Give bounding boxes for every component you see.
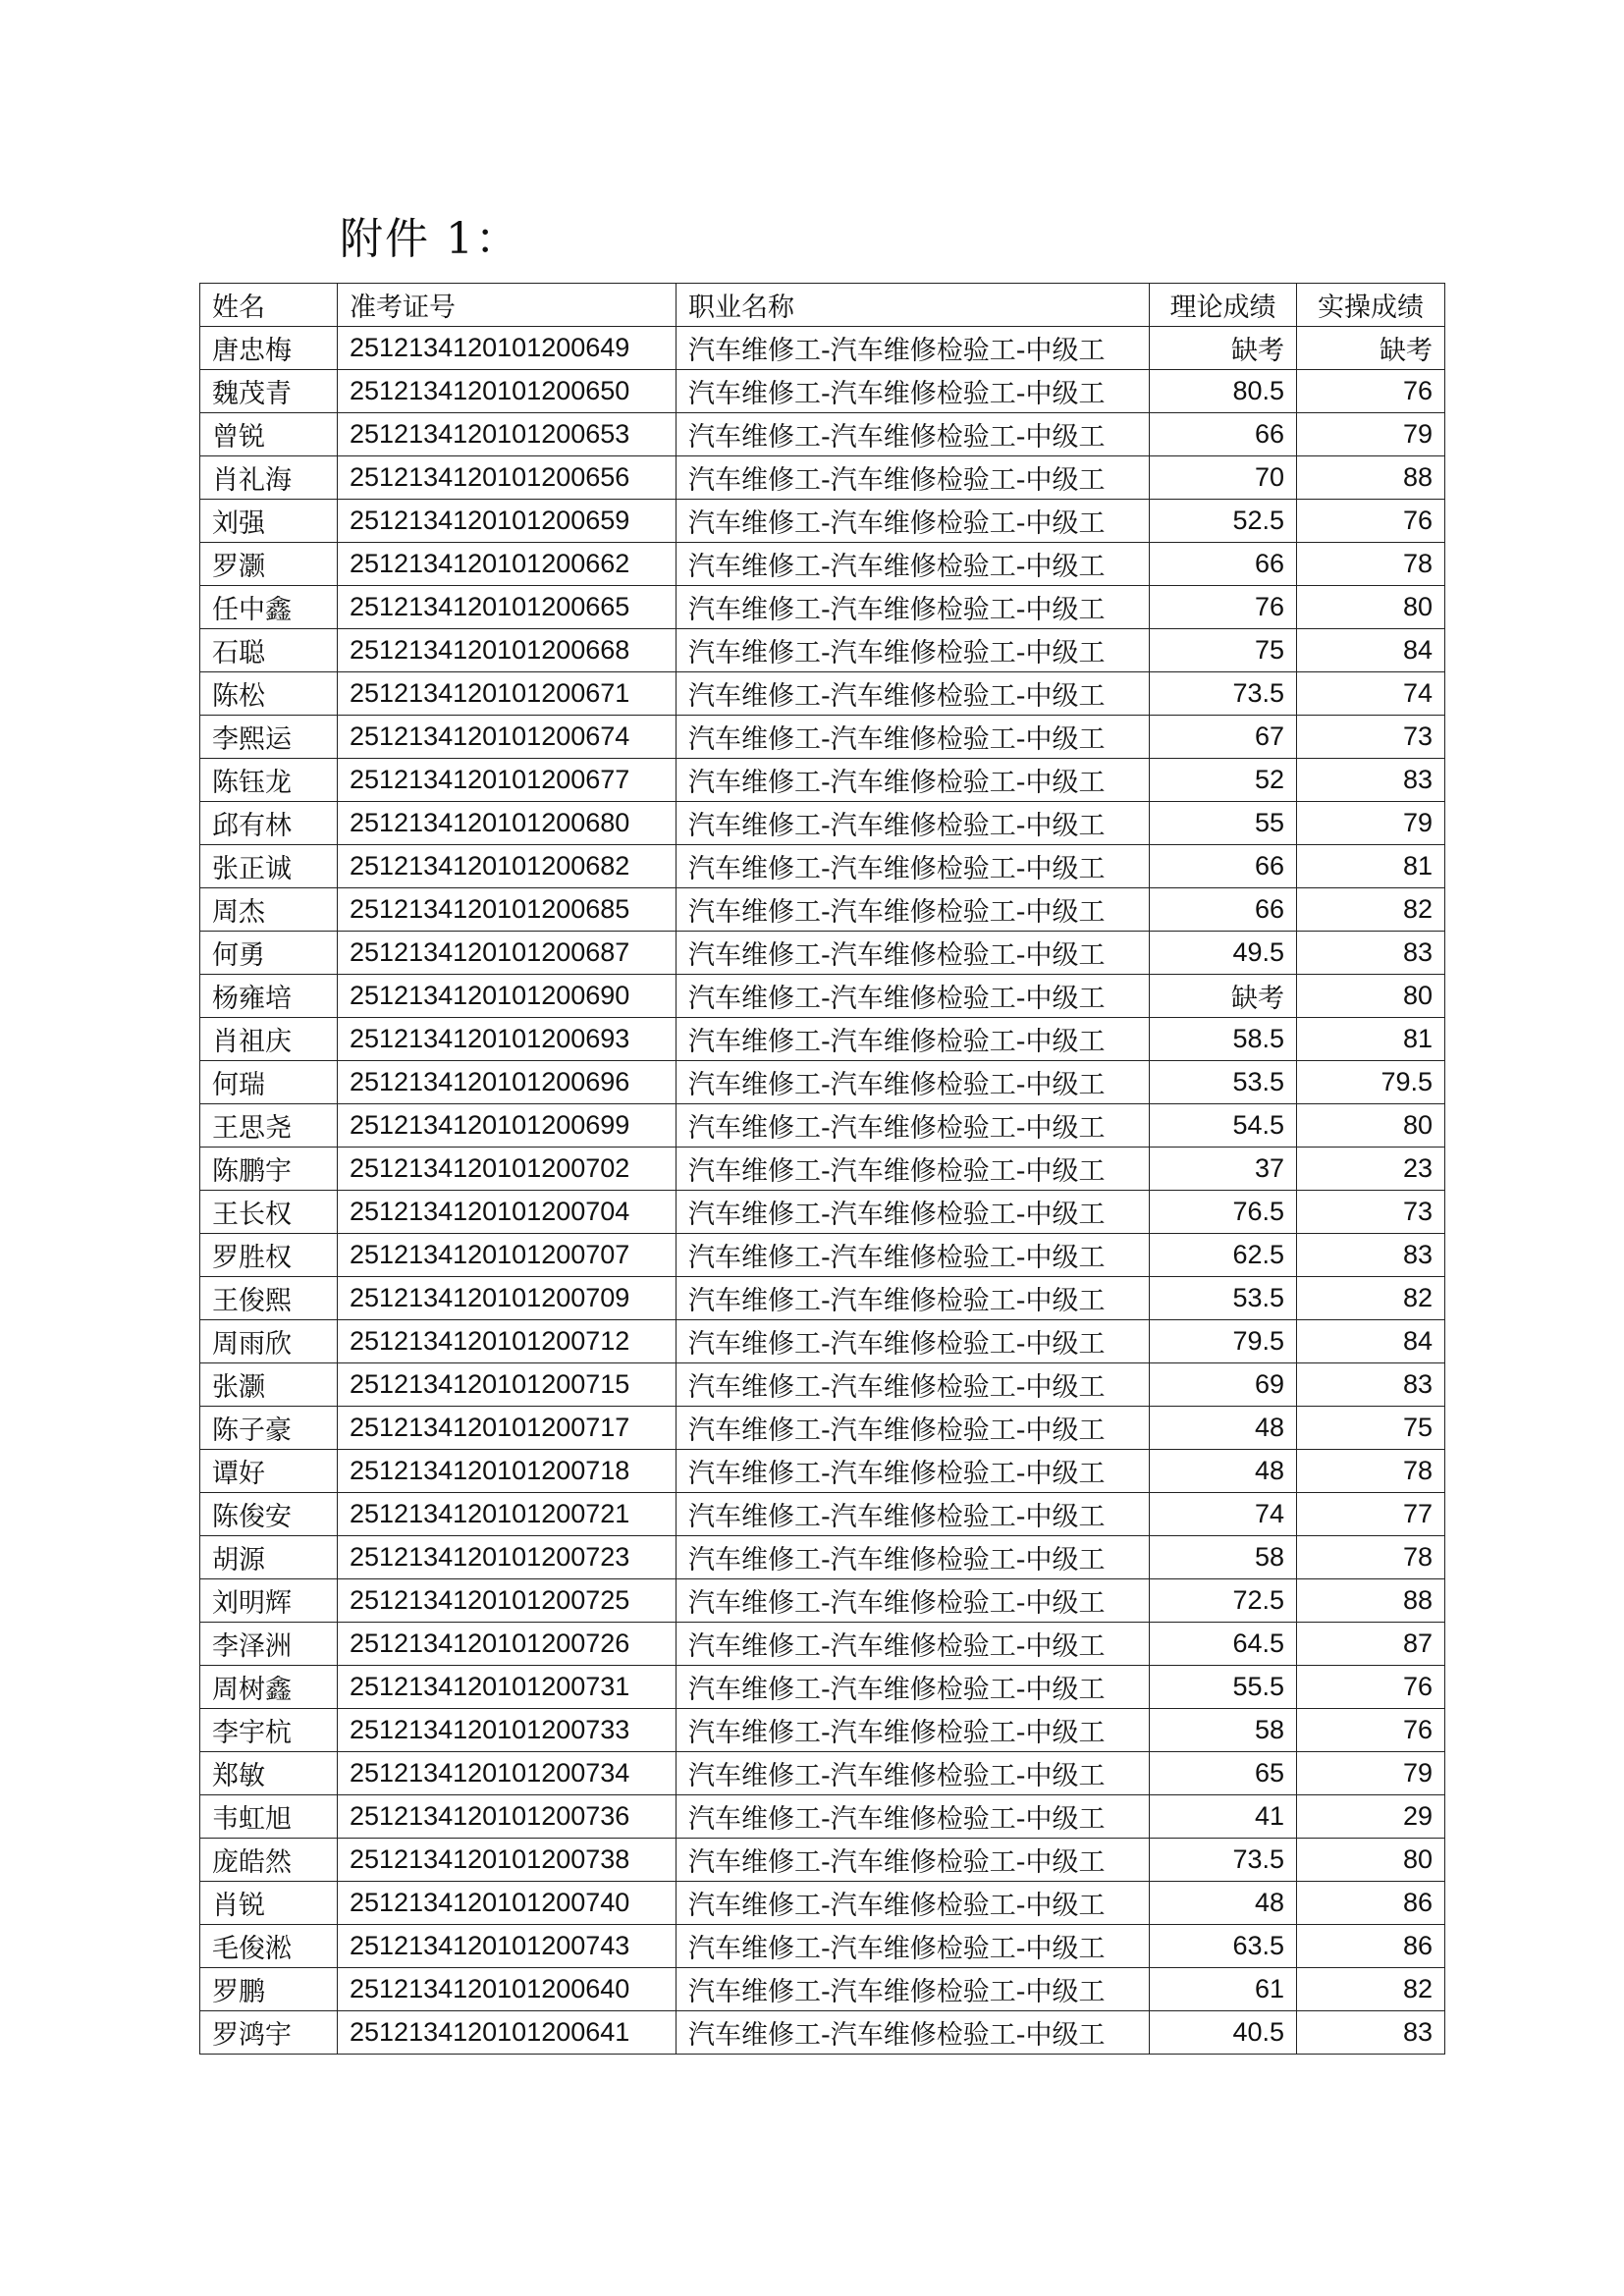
cell-occupation: 汽车维修工-汽车维修检验工-中级工 bbox=[677, 1709, 1150, 1752]
cell-name: 邱有林 bbox=[200, 802, 338, 845]
cell-name: 周杰 bbox=[200, 888, 338, 932]
cell-practice-score: 83 bbox=[1297, 1363, 1445, 1407]
cell-occupation: 汽车维修工-汽车维修检验工-中级工 bbox=[677, 1061, 1150, 1104]
cell-theory-score: 63.5 bbox=[1150, 1925, 1297, 1968]
cell-practice-score: 86 bbox=[1297, 1925, 1445, 1968]
cell-occupation: 汽车维修工-汽车维修检验工-中级工 bbox=[677, 1320, 1150, 1363]
table-row bbox=[200, 1450, 1445, 1493]
cell-practice-score: 29 bbox=[1297, 1795, 1445, 1839]
cell-name: 何瑞 bbox=[200, 1061, 338, 1104]
cell-occupation: 汽车维修工-汽车维修检验工-中级工 bbox=[677, 672, 1150, 716]
cell-name: 刘强 bbox=[200, 500, 338, 543]
cell-exam-id: 2512134120101200712 bbox=[338, 1320, 677, 1363]
cell-name: 陈松 bbox=[200, 672, 338, 716]
cell-exam-id: 2512134120101200668 bbox=[338, 629, 677, 672]
table-header-row bbox=[200, 284, 1445, 327]
table-row bbox=[200, 586, 1445, 629]
cell-name: 郑敏 bbox=[200, 1752, 338, 1795]
cell-theory-score: 48 bbox=[1150, 1450, 1297, 1493]
cell-practice-score: 83 bbox=[1297, 759, 1445, 802]
cell-practice-score: 83 bbox=[1297, 1234, 1445, 1277]
cell-theory-score: 58 bbox=[1150, 1536, 1297, 1579]
table-row bbox=[200, 1709, 1445, 1752]
table-row bbox=[200, 1061, 1445, 1104]
cell-practice-score: 81 bbox=[1297, 1018, 1445, 1061]
table-row bbox=[200, 1795, 1445, 1839]
cell-exam-id: 2512134120101200731 bbox=[338, 1666, 677, 1709]
cell-occupation: 汽车维修工-汽车维修检验工-中级工 bbox=[677, 975, 1150, 1018]
score-table bbox=[199, 283, 1445, 2055]
cell-exam-id: 2512134120101200687 bbox=[338, 932, 677, 975]
cell-theory-score: 64.5 bbox=[1150, 1623, 1297, 1666]
table-row bbox=[200, 1191, 1445, 1234]
cell-occupation: 汽车维修工-汽车维修检验工-中级工 bbox=[677, 1666, 1150, 1709]
cell-theory-score: 74 bbox=[1150, 1493, 1297, 1536]
table-row bbox=[200, 1623, 1445, 1666]
cell-occupation: 汽车维修工-汽车维修检验工-中级工 bbox=[677, 1752, 1150, 1795]
cell-name: 周树鑫 bbox=[200, 1666, 338, 1709]
cell-theory-score: 53.5 bbox=[1150, 1061, 1297, 1104]
cell-exam-id: 2512134120101200674 bbox=[338, 716, 677, 759]
table-row bbox=[200, 888, 1445, 932]
cell-name: 罗灏 bbox=[200, 543, 338, 586]
cell-name: 罗胜权 bbox=[200, 1234, 338, 1277]
cell-name: 陈俊安 bbox=[200, 1493, 338, 1536]
cell-occupation: 汽车维修工-汽车维修检验工-中级工 bbox=[677, 500, 1150, 543]
table-row bbox=[200, 1925, 1445, 1968]
cell-exam-id: 2512134120101200650 bbox=[338, 370, 677, 413]
cell-practice-score: 80 bbox=[1297, 1839, 1445, 1882]
table-row bbox=[200, 759, 1445, 802]
cell-occupation: 汽车维修工-汽车维修检验工-中级工 bbox=[677, 1925, 1150, 1968]
cell-name: 肖锐 bbox=[200, 1882, 338, 1925]
cell-occupation: 汽车维修工-汽车维修检验工-中级工 bbox=[677, 1493, 1150, 1536]
cell-practice-score: 84 bbox=[1297, 1320, 1445, 1363]
cell-theory-score: 67 bbox=[1150, 716, 1297, 759]
table-row bbox=[200, 629, 1445, 672]
cell-theory-score: 66 bbox=[1150, 888, 1297, 932]
table-row bbox=[200, 1752, 1445, 1795]
cell-exam-id: 2512134120101200726 bbox=[338, 1623, 677, 1666]
cell-occupation: 汽车维修工-汽车维修检验工-中级工 bbox=[677, 456, 1150, 500]
cell-theory-score: 52 bbox=[1150, 759, 1297, 802]
cell-occupation: 汽车维修工-汽车维修检验工-中级工 bbox=[677, 1579, 1150, 1623]
cell-theory-score: 58 bbox=[1150, 1709, 1297, 1752]
cell-occupation: 汽车维修工-汽车维修检验工-中级工 bbox=[677, 1450, 1150, 1493]
cell-exam-id: 2512134120101200696 bbox=[338, 1061, 677, 1104]
cell-exam-id: 2512134120101200693 bbox=[338, 1018, 677, 1061]
cell-theory-score: 66 bbox=[1150, 845, 1297, 888]
cell-theory-score: 58.5 bbox=[1150, 1018, 1297, 1061]
cell-name: 韦虹旭 bbox=[200, 1795, 338, 1839]
header-occupation: 职业名称 bbox=[677, 284, 1150, 327]
cell-practice-score: 79 bbox=[1297, 802, 1445, 845]
cell-occupation: 汽车维修工-汽车维修检验工-中级工 bbox=[677, 1623, 1150, 1666]
cell-theory-score: 41 bbox=[1150, 1795, 1297, 1839]
cell-name: 陈钰龙 bbox=[200, 759, 338, 802]
cell-occupation: 汽车维修工-汽车维修检验工-中级工 bbox=[677, 1234, 1150, 1277]
cell-practice-score: 74 bbox=[1297, 672, 1445, 716]
cell-exam-id: 2512134120101200725 bbox=[338, 1579, 677, 1623]
cell-practice-score: 79.5 bbox=[1297, 1061, 1445, 1104]
cell-occupation: 汽车维修工-汽车维修检验工-中级工 bbox=[677, 1191, 1150, 1234]
cell-exam-id: 2512134120101200740 bbox=[338, 1882, 677, 1925]
cell-occupation: 汽车维修工-汽车维修检验工-中级工 bbox=[677, 586, 1150, 629]
cell-name: 李泽洲 bbox=[200, 1623, 338, 1666]
cell-theory-score: 52.5 bbox=[1150, 500, 1297, 543]
cell-exam-id: 2512134120101200680 bbox=[338, 802, 677, 845]
cell-exam-id: 2512134120101200709 bbox=[338, 1277, 677, 1320]
cell-name: 王长权 bbox=[200, 1191, 338, 1234]
cell-exam-id: 2512134120101200702 bbox=[338, 1148, 677, 1191]
cell-theory-score: 69 bbox=[1150, 1363, 1297, 1407]
header-name: 姓名 bbox=[200, 284, 338, 327]
cell-theory-score: 73.5 bbox=[1150, 1839, 1297, 1882]
cell-exam-id: 2512134120101200653 bbox=[338, 413, 677, 456]
cell-name: 杨雍培 bbox=[200, 975, 338, 1018]
table-row bbox=[200, 1234, 1445, 1277]
cell-name: 李熙运 bbox=[200, 716, 338, 759]
cell-theory-score: 79.5 bbox=[1150, 1320, 1297, 1363]
table-row bbox=[200, 845, 1445, 888]
cell-name: 庞皓然 bbox=[200, 1839, 338, 1882]
cell-theory-score: 缺考 bbox=[1150, 327, 1297, 370]
cell-name: 谭好 bbox=[200, 1450, 338, 1493]
table-row bbox=[200, 672, 1445, 716]
cell-occupation: 汽车维修工-汽车维修检验工-中级工 bbox=[677, 1536, 1150, 1579]
cell-theory-score: 37 bbox=[1150, 1148, 1297, 1191]
cell-occupation: 汽车维修工-汽车维修检验工-中级工 bbox=[677, 932, 1150, 975]
cell-exam-id: 2512134120101200685 bbox=[338, 888, 677, 932]
cell-occupation: 汽车维修工-汽车维修检验工-中级工 bbox=[677, 1882, 1150, 1925]
cell-exam-id: 2512134120101200659 bbox=[338, 500, 677, 543]
cell-exam-id: 2512134120101200640 bbox=[338, 1968, 677, 2011]
cell-theory-score: 49.5 bbox=[1150, 932, 1297, 975]
cell-practice-score: 78 bbox=[1297, 543, 1445, 586]
cell-name: 陈鹏宇 bbox=[200, 1148, 338, 1191]
cell-theory-score: 55 bbox=[1150, 802, 1297, 845]
table-row bbox=[200, 716, 1445, 759]
cell-practice-score: 76 bbox=[1297, 500, 1445, 543]
table-row bbox=[200, 802, 1445, 845]
cell-occupation: 汽车维修工-汽车维修检验工-中级工 bbox=[677, 1968, 1150, 2011]
header-practice-score: 实操成绩 bbox=[1297, 284, 1445, 327]
cell-exam-id: 2512134120101200721 bbox=[338, 1493, 677, 1536]
cell-name: 魏茂青 bbox=[200, 370, 338, 413]
cell-occupation: 汽车维修工-汽车维修检验工-中级工 bbox=[677, 1104, 1150, 1148]
table-row bbox=[200, 1277, 1445, 1320]
cell-name: 任中鑫 bbox=[200, 586, 338, 629]
table-row bbox=[200, 1320, 1445, 1363]
cell-practice-score: 76 bbox=[1297, 370, 1445, 413]
cell-practice-score: 88 bbox=[1297, 1579, 1445, 1623]
cell-occupation: 汽车维修工-汽车维修检验工-中级工 bbox=[677, 413, 1150, 456]
cell-exam-id: 2512134120101200718 bbox=[338, 1450, 677, 1493]
cell-theory-score: 70 bbox=[1150, 456, 1297, 500]
cell-occupation: 汽车维修工-汽车维修检验工-中级工 bbox=[677, 802, 1150, 845]
cell-exam-id: 2512134120101200671 bbox=[338, 672, 677, 716]
cell-name: 何勇 bbox=[200, 932, 338, 975]
cell-practice-score: 76 bbox=[1297, 1666, 1445, 1709]
cell-exam-id: 2512134120101200736 bbox=[338, 1795, 677, 1839]
cell-practice-score: 79 bbox=[1297, 1752, 1445, 1795]
cell-name: 周雨欣 bbox=[200, 1320, 338, 1363]
cell-name: 肖祖庆 bbox=[200, 1018, 338, 1061]
cell-exam-id: 2512134120101200738 bbox=[338, 1839, 677, 1882]
table-row bbox=[200, 1018, 1445, 1061]
table-row bbox=[200, 1148, 1445, 1191]
cell-name: 张灏 bbox=[200, 1363, 338, 1407]
cell-practice-score: 76 bbox=[1297, 1709, 1445, 1752]
cell-occupation: 汽车维修工-汽车维修检验工-中级工 bbox=[677, 1795, 1150, 1839]
cell-exam-id: 2512134120101200690 bbox=[338, 975, 677, 1018]
table-row bbox=[200, 1839, 1445, 1882]
table-row bbox=[200, 1882, 1445, 1925]
cell-theory-score: 72.5 bbox=[1150, 1579, 1297, 1623]
cell-occupation: 汽车维修工-汽车维修检验工-中级工 bbox=[677, 2011, 1150, 2055]
cell-theory-score: 缺考 bbox=[1150, 975, 1297, 1018]
table-body bbox=[200, 327, 1445, 2055]
cell-theory-score: 62.5 bbox=[1150, 1234, 1297, 1277]
cell-name: 陈子豪 bbox=[200, 1407, 338, 1450]
cell-occupation: 汽车维修工-汽车维修检验工-中级工 bbox=[677, 1407, 1150, 1450]
cell-name: 唐忠梅 bbox=[200, 327, 338, 370]
cell-practice-score: 80 bbox=[1297, 1104, 1445, 1148]
cell-exam-id: 2512134120101200734 bbox=[338, 1752, 677, 1795]
table-row bbox=[200, 1579, 1445, 1623]
table-row bbox=[200, 1666, 1445, 1709]
cell-name: 罗鸿宇 bbox=[200, 2011, 338, 2055]
cell-practice-score: 82 bbox=[1297, 1277, 1445, 1320]
cell-theory-score: 53.5 bbox=[1150, 1277, 1297, 1320]
table-row bbox=[200, 1363, 1445, 1407]
table-row bbox=[200, 543, 1445, 586]
cell-name: 张正诚 bbox=[200, 845, 338, 888]
cell-practice-score: 82 bbox=[1297, 1968, 1445, 2011]
cell-occupation: 汽车维修工-汽车维修检验工-中级工 bbox=[677, 845, 1150, 888]
table-row bbox=[200, 975, 1445, 1018]
cell-practice-score: 81 bbox=[1297, 845, 1445, 888]
table-row bbox=[200, 413, 1445, 456]
cell-name: 李宇杭 bbox=[200, 1709, 338, 1752]
cell-occupation: 汽车维修工-汽车维修检验工-中级工 bbox=[677, 888, 1150, 932]
cell-theory-score: 66 bbox=[1150, 543, 1297, 586]
table-row bbox=[200, 1104, 1445, 1148]
cell-practice-score: 77 bbox=[1297, 1493, 1445, 1536]
cell-exam-id: 2512134120101200723 bbox=[338, 1536, 677, 1579]
cell-occupation: 汽车维修工-汽车维修检验工-中级工 bbox=[677, 629, 1150, 672]
table-row bbox=[200, 456, 1445, 500]
cell-exam-id: 2512134120101200677 bbox=[338, 759, 677, 802]
cell-practice-score: 73 bbox=[1297, 1191, 1445, 1234]
cell-theory-score: 40.5 bbox=[1150, 2011, 1297, 2055]
cell-practice-score: 83 bbox=[1297, 2011, 1445, 2055]
cell-theory-score: 76.5 bbox=[1150, 1191, 1297, 1234]
table-row bbox=[200, 370, 1445, 413]
cell-occupation: 汽车维修工-汽车维修检验工-中级工 bbox=[677, 1148, 1150, 1191]
table-row bbox=[200, 327, 1445, 370]
cell-name: 曾锐 bbox=[200, 413, 338, 456]
cell-exam-id: 2512134120101200707 bbox=[338, 1234, 677, 1277]
table-row bbox=[200, 1407, 1445, 1450]
cell-theory-score: 48 bbox=[1150, 1407, 1297, 1450]
cell-theory-score: 65 bbox=[1150, 1752, 1297, 1795]
cell-practice-score: 83 bbox=[1297, 932, 1445, 975]
table-row bbox=[200, 1536, 1445, 1579]
cell-practice-score: 75 bbox=[1297, 1407, 1445, 1450]
cell-exam-id: 2512134120101200649 bbox=[338, 327, 677, 370]
cell-theory-score: 76 bbox=[1150, 586, 1297, 629]
cell-exam-id: 2512134120101200662 bbox=[338, 543, 677, 586]
cell-exam-id: 2512134120101200704 bbox=[338, 1191, 677, 1234]
cell-practice-score: 87 bbox=[1297, 1623, 1445, 1666]
cell-exam-id: 2512134120101200656 bbox=[338, 456, 677, 500]
cell-name: 王思尧 bbox=[200, 1104, 338, 1148]
cell-practice-score: 23 bbox=[1297, 1148, 1445, 1191]
cell-exam-id: 2512134120101200733 bbox=[338, 1709, 677, 1752]
cell-exam-id: 2512134120101200682 bbox=[338, 845, 677, 888]
cell-name: 胡源 bbox=[200, 1536, 338, 1579]
cell-practice-score: 79 bbox=[1297, 413, 1445, 456]
cell-occupation: 汽车维修工-汽车维修检验工-中级工 bbox=[677, 1018, 1150, 1061]
page-heading: 附件 1： bbox=[340, 214, 520, 264]
cell-theory-score: 66 bbox=[1150, 413, 1297, 456]
cell-practice-score: 82 bbox=[1297, 888, 1445, 932]
cell-occupation: 汽车维修工-汽车维修检验工-中级工 bbox=[677, 1277, 1150, 1320]
cell-practice-score: 78 bbox=[1297, 1450, 1445, 1493]
header-exam-id: 准考证号 bbox=[338, 284, 677, 327]
cell-name: 王俊熙 bbox=[200, 1277, 338, 1320]
cell-theory-score: 55.5 bbox=[1150, 1666, 1297, 1709]
table-row bbox=[200, 932, 1445, 975]
cell-theory-score: 61 bbox=[1150, 1968, 1297, 2011]
cell-practice-score: 80 bbox=[1297, 975, 1445, 1018]
cell-exam-id: 2512134120101200665 bbox=[338, 586, 677, 629]
cell-name: 毛俊淞 bbox=[200, 1925, 338, 1968]
cell-occupation: 汽车维修工-汽车维修检验工-中级工 bbox=[677, 716, 1150, 759]
cell-practice-score: 86 bbox=[1297, 1882, 1445, 1925]
cell-practice-score: 80 bbox=[1297, 586, 1445, 629]
cell-practice-score: 88 bbox=[1297, 456, 1445, 500]
header-theory-score: 理论成绩 bbox=[1150, 284, 1297, 327]
cell-theory-score: 80.5 bbox=[1150, 370, 1297, 413]
cell-exam-id: 2512134120101200743 bbox=[338, 1925, 677, 1968]
cell-name: 肖礼海 bbox=[200, 456, 338, 500]
cell-name: 刘明辉 bbox=[200, 1579, 338, 1623]
cell-occupation: 汽车维修工-汽车维修检验工-中级工 bbox=[677, 759, 1150, 802]
cell-name: 石聪 bbox=[200, 629, 338, 672]
cell-practice-score: 缺考 bbox=[1297, 327, 1445, 370]
table-row bbox=[200, 2011, 1445, 2055]
cell-exam-id: 2512134120101200717 bbox=[338, 1407, 677, 1450]
cell-practice-score: 84 bbox=[1297, 629, 1445, 672]
cell-theory-score: 54.5 bbox=[1150, 1104, 1297, 1148]
cell-occupation: 汽车维修工-汽车维修检验工-中级工 bbox=[677, 1839, 1150, 1882]
cell-exam-id: 2512134120101200715 bbox=[338, 1363, 677, 1407]
cell-theory-score: 48 bbox=[1150, 1882, 1297, 1925]
cell-practice-score: 78 bbox=[1297, 1536, 1445, 1579]
cell-exam-id: 2512134120101200641 bbox=[338, 2011, 677, 2055]
cell-exam-id: 2512134120101200699 bbox=[338, 1104, 677, 1148]
cell-practice-score: 73 bbox=[1297, 716, 1445, 759]
cell-name: 罗鹏 bbox=[200, 1968, 338, 2011]
cell-occupation: 汽车维修工-汽车维修检验工-中级工 bbox=[677, 370, 1150, 413]
table-row bbox=[200, 1493, 1445, 1536]
cell-occupation: 汽车维修工-汽车维修检验工-中级工 bbox=[677, 327, 1150, 370]
table-row bbox=[200, 1968, 1445, 2011]
cell-occupation: 汽车维修工-汽车维修检验工-中级工 bbox=[677, 543, 1150, 586]
cell-theory-score: 75 bbox=[1150, 629, 1297, 672]
cell-occupation: 汽车维修工-汽车维修检验工-中级工 bbox=[677, 1363, 1150, 1407]
table-row bbox=[200, 500, 1445, 543]
cell-theory-score: 73.5 bbox=[1150, 672, 1297, 716]
